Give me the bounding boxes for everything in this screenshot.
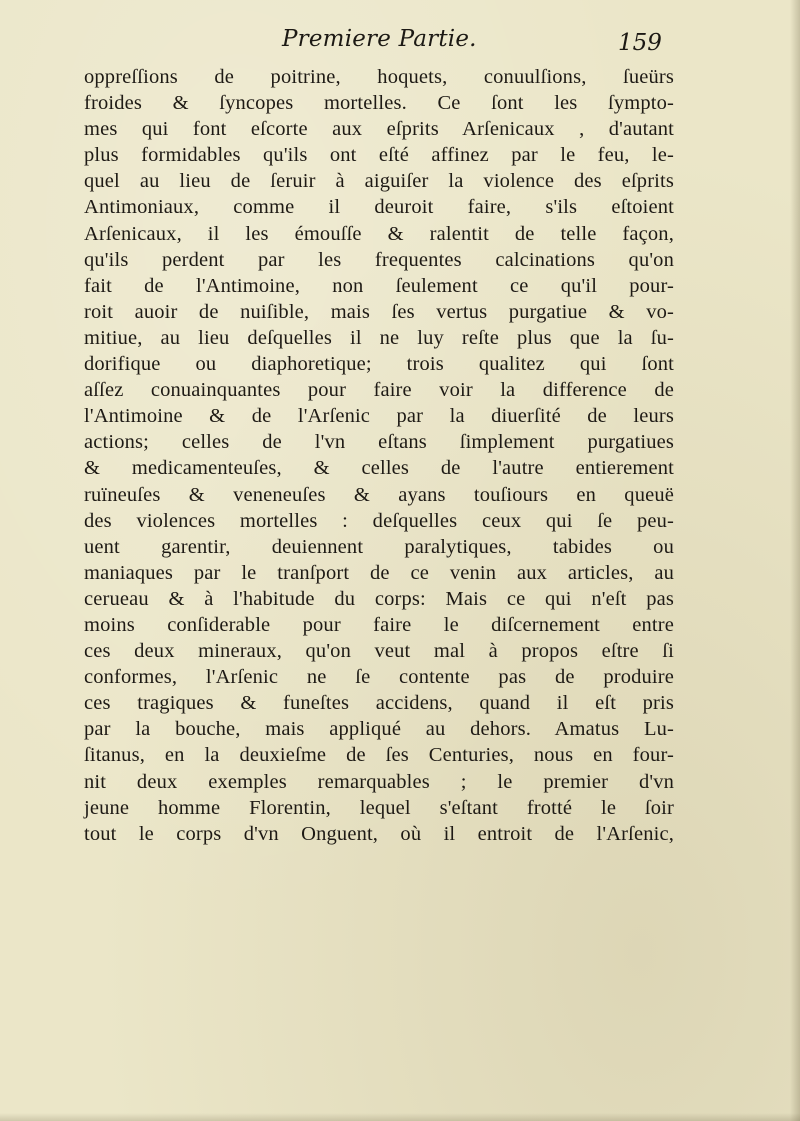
text-line: fait de l'Antimoine, non ſeulement ce qu'il pour- xyxy=(84,274,674,297)
page-edge-shadow xyxy=(790,0,800,1121)
text-line: ces deux mineraux, qu'on veut mal à propos eſtre ſi xyxy=(84,640,674,663)
text-line: Antimoniaux, comme il deuroit faire, s'ils eſtoient xyxy=(84,196,674,219)
text-line: ces tragiques & funeſtes accidens, quand il eſt pris xyxy=(84,692,674,715)
text-line: quel au lieu de ſeruir à aiguiſer la violence des eſprits xyxy=(84,170,674,193)
text-line: & medicamenteuſes, & celles de l'autre entierement xyxy=(84,457,674,480)
text-line: tout le corps d'vn Onguent, où il entroit de l'Arſenic, xyxy=(84,822,674,845)
text-line: Arſenicaux, il les émouſſe & ralentit de telle façon, xyxy=(84,222,674,245)
text-line: ſitanus, en la deuxieſme de ſes Centuries, nous en four- xyxy=(84,744,674,767)
text-line: maniaques par le tranſport de ce venin aux articles, au xyxy=(84,561,674,584)
text-line: qu'ils perdent par les frequentes calcinations qu'on xyxy=(84,248,674,271)
running-title: Premiere Partie. xyxy=(282,26,477,52)
text-line: nit deux exemples remarquables ; le premier d'vn xyxy=(84,770,674,793)
text-line: par la bouche, mais appliqué au dehors. Amatus Lu- xyxy=(84,718,674,741)
text-line: plus formidables qu'ils ont eſté affinez par le feu, le- xyxy=(84,144,674,167)
text-line: des violences mortelles : deſquelles ceux qui ſe peu- xyxy=(84,509,674,532)
text-line: dorifique ou diaphoretique; trois qualitez qui ſont xyxy=(84,353,674,376)
text-line: mes qui font eſcorte aux eſprits Arſenicaux , d'autant xyxy=(84,118,674,141)
text-line: aſſez conuainquantes pour faire voir la difference de xyxy=(84,379,674,402)
text-line: moins conſiderable pour faire le diſcernement entre xyxy=(84,613,674,636)
page-bottom-edge xyxy=(0,1113,800,1121)
text-line: roit auoir de nuiſible, mais ſes vertus purgatiue & vo- xyxy=(84,300,674,323)
text-line: cerueau & à l'habitude du corps: Mais ce qui n'eſt pas xyxy=(84,587,674,610)
text-line: jeune homme Florentin, lequel s'eſtant frotté le ſoir xyxy=(84,796,674,819)
text-line: oppreſſions de poitrine, hoquets, conuulſions, ſueürs xyxy=(84,66,674,88)
text-line: actions; celles de l'vn eſtans ſimplement purgatiues xyxy=(84,431,674,454)
text-line: conformes, l'Arſenic ne ſe contente pas de produire xyxy=(84,666,674,689)
text-line: uent garentir, deuiennent paralytiques, tabides ou xyxy=(84,535,674,558)
body-text xyxy=(84,64,674,847)
text-line: froides & ſyncopes mortelles. Ce ſont les ſympto- xyxy=(84,92,674,115)
page-number: 159 xyxy=(618,30,662,56)
text-line: l'Antimoine & de l'Arſenic par la diuerſité de leurs xyxy=(84,405,674,428)
text-line: ruïneuſes & veneneuſes & ayans touſiours en queuë xyxy=(84,483,674,506)
text-line: mitiue, au lieu deſquelles il ne luy reſte plus que la ſu- xyxy=(84,326,674,349)
